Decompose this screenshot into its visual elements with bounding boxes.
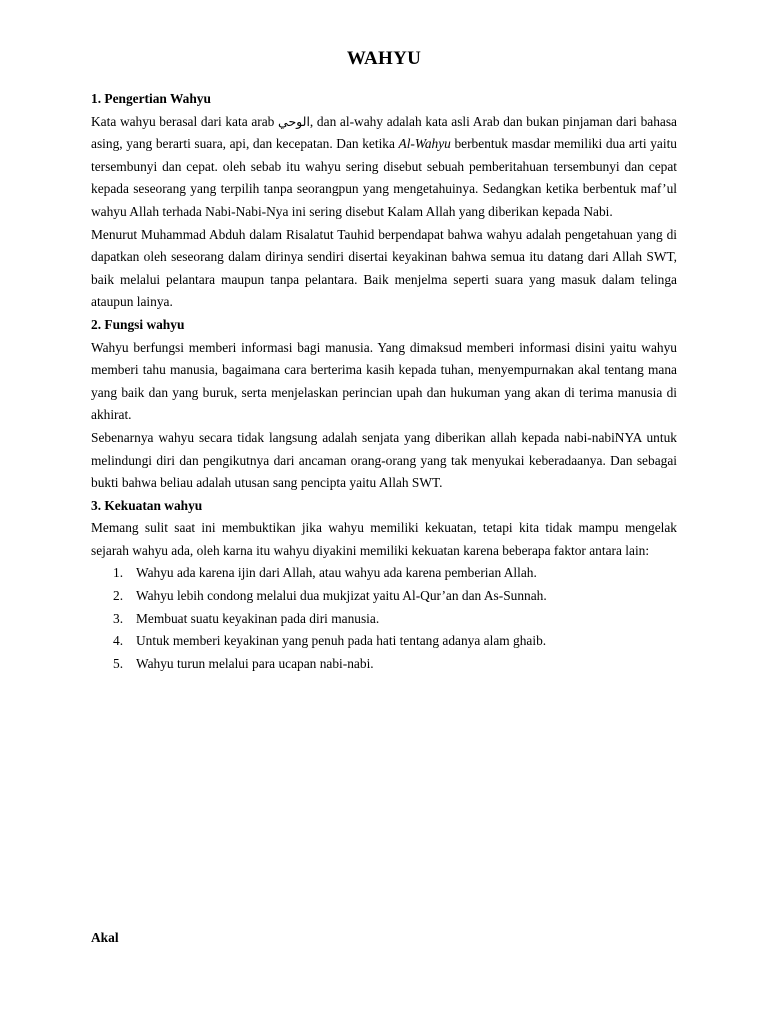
list-number: 1. [113, 565, 124, 581]
paragraph-fungsi-2: Sebenarnya wahyu secara tidak langsung adalah senjata yang diberikan allah kepada nabi-nabiNYA untuk melindungi diri dan pengikutnya dari ancaman orang-orang yang tak menyukai keberadaanya. Dan sebagai bukti bahwa beliau adalah utusan sang pencipta yaitu Allah SWT. [91, 429, 677, 491]
list-text: Wahyu turun melalui para ucapan nabi-nabi. [136, 655, 374, 671]
document-page [91, 0, 677, 1024]
list-item [91, 653, 677, 676]
paragraph-fungsi-1: Wahyu berfungsi memberi informasi bagi manusia. Yang dimaksud memberi informasi disini yaitu wahyu memberi tahu manusia, bagaimana cara berterima kasih kepada tuhan, menyempurnakan akal tentang mana yang baik dan yang buruk, serta menjelaskan perincian upah dan hukuman yang akan di terima manusia di akhirat. [91, 339, 677, 423]
section-heading-pengertian: 1. Pengertian Wahyu [91, 91, 211, 106]
arabic-word: الوحي [278, 113, 310, 129]
text-run: berbentuk masdar memiliki dua arti yaitu tersembunyi dan cepat. oleh sebab itu wahyu sering disebut sebuah pemberitahuan tersembunyi dan cepat kepada seseorang yang terpilih tanpa seorangpun yang mengetahuinya. Sedangkan ketika berbentuk maf’ul wahyu Allah terhada Nabi-Nabi-Nya ini sering disebut Kalam Allah yang diberikan kepada Nabi. [91, 136, 677, 219]
numbered-list [91, 562, 677, 675]
list-item [91, 562, 677, 585]
paragraph-pengertian-2: Menurut Muhammad Abduh dalam Risalatut Tauhid berpendapat bahwa wahyu adalah pengetahuan yang di dapatkan oleh seseorang dalam dirinya sendiri disertai keyakinan bahwa semua itu datang dari Allah SWT, baik melalui pelantara maupun tanpa pelantara. Baik menjelma seperti suara yang masuk dalam telinga ataupun lainya. [91, 226, 677, 310]
list-item [91, 585, 677, 608]
page-title: WAHYU [346, 48, 422, 69]
list-number: 3. [113, 610, 124, 626]
document-body [91, 88, 677, 675]
section-heading-akal: Akal [91, 930, 119, 945]
section-heading-fungsi: 2. Fungsi wahyu [91, 316, 185, 332]
paragraph-pengertian-1 [91, 111, 677, 224]
italic-term: Al-Wahyu [398, 136, 451, 152]
list-number: 4. [113, 633, 124, 649]
text-run: Kata wahyu berasal dari kata arab [91, 113, 279, 129]
paragraph-kekuatan-1: Memang sulit saat ini membuktikan jika wahyu memiliki kekuatan, tetapi kita tidak mampu mengelak sejarah wahyu ada, oleh karna itu wahyu diyakini memiliki kekuatan karena beberapa faktor antara lain: [91, 520, 677, 558]
section-heading-kekuatan: 3. Kekuatan wahyu [91, 497, 203, 513]
list-item [91, 608, 677, 631]
list-text: Membuat suatu keyakinan pada diri manusia. [136, 610, 380, 626]
text-run: , dan al-wahy adalah kata asli Arab dan bukan pinjaman dari bahasa asing, yang berarti suara, api, dan kecepatan. Dan ketika [91, 113, 677, 152]
list-number: 5. [113, 655, 124, 671]
list-item [91, 630, 677, 653]
list-number: 2. [113, 588, 124, 604]
list-text: Untuk memberi keyakinan yang penuh pada hati tentang adanya alam ghaib. [136, 633, 547, 649]
list-text: Wahyu lebih condong melalui dua mukjizat yaitu Al-Qur’an dan As-Sunnah. [136, 588, 547, 604]
list-text: Wahyu ada karena ijin dari Allah, atau wahyu ada karena pemberian Allah. [136, 565, 537, 581]
